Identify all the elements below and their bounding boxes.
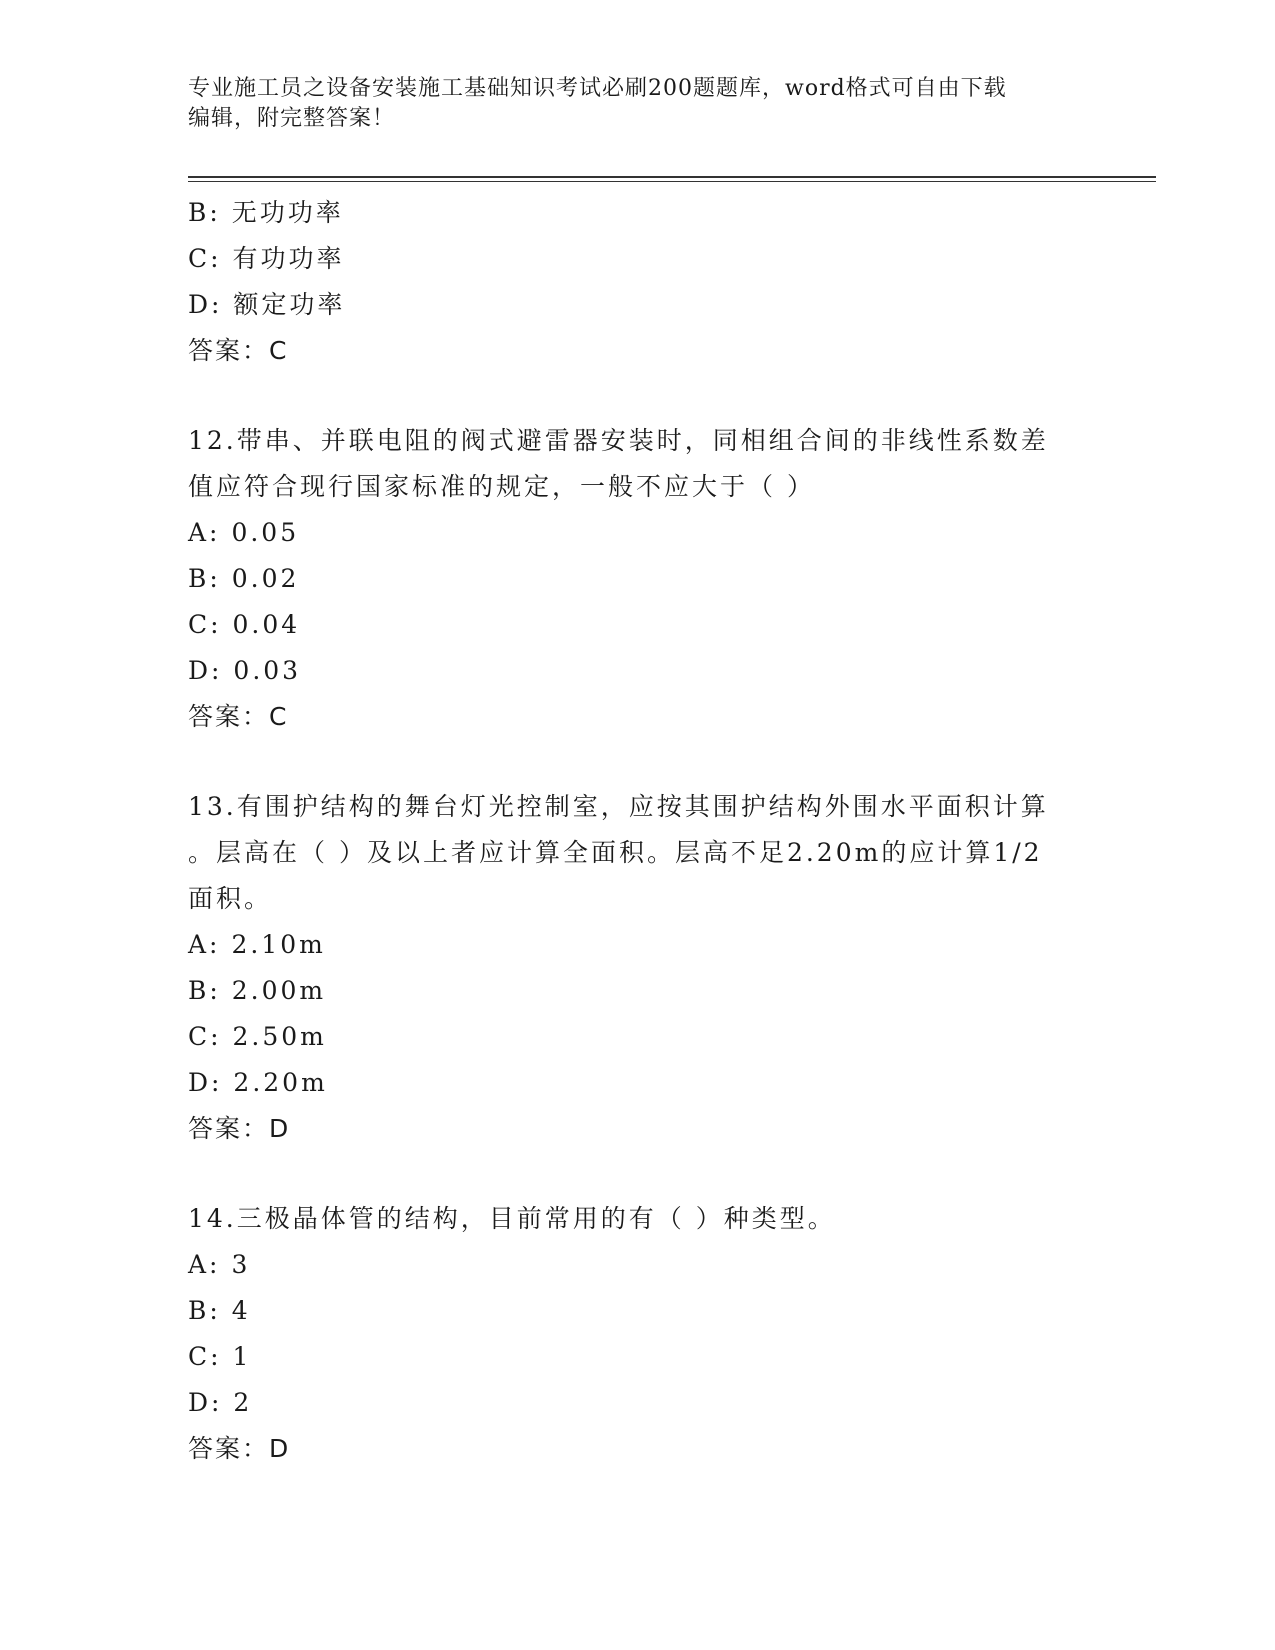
question-11-tail [188,190,1088,374]
question-stem-line: 。层高在（ ）及以上者应计算全面积。层高不足2.20m的应计算1/2 [188,838,1043,867]
document-header [188,74,1088,134]
question-stem-line: 面积。 [188,884,273,913]
question-12 [188,418,1088,740]
option-d: D: 2.20m [188,1068,328,1097]
option-a: A: 3 [188,1250,251,1279]
question-stem-line: 14.三极晶体管的结构，目前常用的有（ ）种类型。 [188,1204,836,1233]
question-13 [188,784,1088,1152]
option-d: D: 2 [188,1388,253,1417]
option-b: B: 4 [188,1296,251,1325]
option-b: B: 无功功率 [188,198,344,227]
question-list [188,190,1088,1472]
option-c: C: 有功功率 [188,244,345,273]
answer: 答案：D [188,1434,291,1463]
question-14 [188,1196,1088,1472]
question-stem-line: 13.有围护结构的舞台灯光控制室，应按其围护结构外围水平面积计算 [188,792,1049,821]
header-rule-thin [188,181,1156,182]
question-stem-line: 12.带串、并联电阻的阀式避雷器安装时，同相组合间的非线性系数差 [188,426,1049,455]
header-line-2: 编辑，附完整答案！ [188,106,396,131]
option-d: D: 额定功率 [188,290,346,319]
question-stem-line: 值应符合现行国家标准的规定，一般不应大于（ ） [188,472,815,501]
option-b: B: 0.02 [188,564,300,593]
answer: 答案：C [188,336,289,365]
header-line-1: 专业施工员之设备安装施工基础知识考试必刷200题题库，word格式可自由下载 [188,76,1007,101]
option-a: A: 2.10m [188,930,326,959]
option-c: C: 0.04 [188,610,301,639]
header-rule-thick [188,176,1156,178]
option-c: C: 1 [188,1342,252,1371]
answer: 答案：D [188,1114,291,1143]
option-d: D: 0.03 [188,656,302,685]
answer: 答案：C [188,702,289,731]
option-a: A: 0.05 [188,518,300,547]
option-c: C: 2.50m [188,1022,327,1051]
option-b: B: 2.00m [188,976,327,1005]
